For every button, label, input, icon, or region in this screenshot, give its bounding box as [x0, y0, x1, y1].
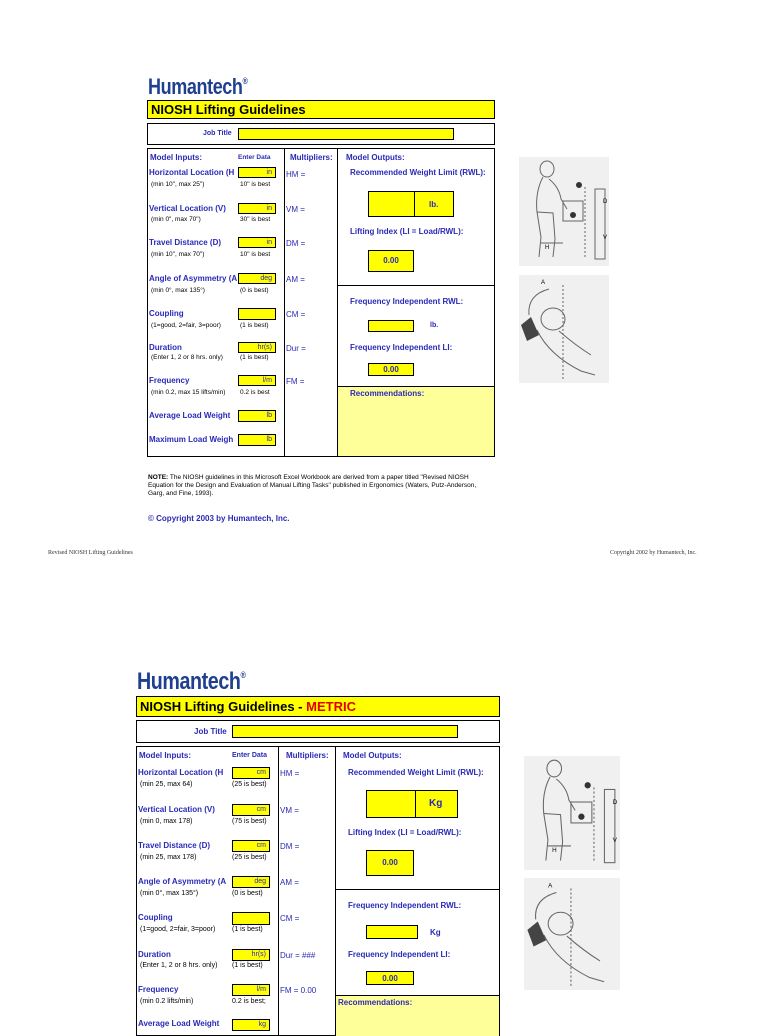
figure-label-a-metric: A	[548, 882, 553, 890]
average-load-input-metric[interactable]: kg	[232, 1019, 270, 1031]
li-label-metric: Lifting Index (LI = Load/RWL):	[348, 828, 462, 837]
fi-rwl-output	[368, 320, 414, 332]
copyright-icon: ©	[148, 514, 154, 523]
rwl-label-metric: Recommended Weight Limit (RWL):	[348, 768, 484, 777]
footer-right: Copyright 2002 by Humantech, Inc.	[610, 550, 697, 556]
multipliers-label-metric: Multipliers:	[286, 751, 329, 760]
rwl-output: lb.	[368, 191, 454, 217]
enter-data-label-metric: Enter Data	[232, 752, 268, 759]
rwl-output-metric: Kg	[366, 790, 458, 818]
humantech-logo-metric: Humantech®	[137, 668, 246, 695]
model-outputs-label-metric: Model Outputs:	[343, 751, 402, 760]
lifting-posture-figure-metric	[524, 756, 620, 870]
horizontal-location-input-metric[interactable]: cm	[232, 767, 270, 779]
fi-rwl-output-metric	[366, 925, 418, 939]
figure-label-a: A	[541, 280, 546, 286]
frequency-input[interactable]: l/m	[238, 375, 276, 386]
model-inputs-label: Model Inputs:	[150, 153, 202, 162]
li-label: Lifting Index (LI = Load/RWL):	[350, 227, 464, 236]
multipliers-label: Multipliers:	[290, 153, 333, 162]
travel-distance-input[interactable]: in	[238, 237, 276, 248]
average-load-input[interactable]: lb	[238, 410, 276, 422]
enter-data-label: Enter Data	[238, 154, 271, 161]
copyright: © Copyright 2003 by Humantech, Inc.	[148, 514, 290, 523]
horizontal-location-input[interactable]: in	[238, 167, 276, 178]
vertical-location-input[interactable]: in	[238, 203, 276, 214]
li-output: 0.00	[368, 250, 414, 272]
asymmetry-angle-input-metric[interactable]: deg	[232, 876, 270, 888]
note-text: NOTE: The NIOSH guidelines in this Microsoft Excel Workbook are derived from a paper titled "Revised NIOSH Equation for the Design and Evaluation of Manual Lifting Tasks" published in Ergonomics (Waters, Putz-Anderson, Garg, and Fine, 1993).	[148, 474, 477, 497]
fi-li-label: Frequency Independent LI:	[350, 343, 453, 352]
asymmetry-angle-figure	[519, 275, 609, 383]
frequency-input-metric[interactable]: l/m	[232, 984, 270, 996]
lifting-posture-figure	[519, 157, 609, 266]
coupling-input-metric[interactable]	[232, 912, 270, 925]
model-inputs-label-metric: Model Inputs:	[139, 751, 191, 760]
job-title-input[interactable]	[238, 128, 454, 140]
li-output-metric: 0.00	[366, 850, 414, 876]
figure-label-h-metric: H	[552, 847, 557, 855]
figure-label-v-metric: V	[612, 836, 617, 844]
recommendations-label: Recommendations:	[350, 389, 425, 398]
rwl-label: Recommended Weight Limit (RWL):	[350, 168, 486, 177]
fi-li-output-metric: 0.00	[366, 971, 414, 985]
fi-li-label-metric: Frequency Independent LI:	[348, 950, 451, 959]
fi-rwl-label-metric: Frequency Independent RWL:	[348, 901, 462, 910]
job-title-label-metric: Job Title	[194, 727, 227, 736]
asymmetry-angle-figure-metric	[524, 878, 620, 990]
fi-li-output: 0.00	[368, 363, 414, 376]
job-title-input-metric[interactable]	[232, 725, 458, 738]
travel-distance-input-metric[interactable]: cm	[232, 840, 270, 852]
model-outputs-label: Model Outputs:	[346, 153, 405, 162]
humantech-logo: Humantech®	[148, 74, 248, 99]
figure-label-d: D	[603, 199, 608, 205]
job-title-label: Job Title	[203, 130, 232, 137]
input-row-average-load-metric: Average Load Weight kg	[0, 0, 768, 1024]
coupling-input[interactable]	[238, 308, 276, 320]
vertical-location-input-metric[interactable]: cm	[232, 804, 270, 816]
figure-label-h: H	[545, 245, 550, 251]
fi-rwl-label: Frequency Independent RWL:	[350, 297, 464, 306]
recommendations-label-metric: Recommendations:	[338, 998, 413, 1007]
sheet-title-metric: NIOSH Lifting Guidelines - METRIC	[136, 696, 500, 717]
duration-input[interactable]: hr(s)	[238, 342, 276, 353]
sheet-title: NIOSH Lifting Guidelines	[147, 100, 495, 119]
figure-label-v: V	[603, 235, 608, 241]
duration-input-metric[interactable]: hr(s)	[232, 949, 270, 961]
asymmetry-angle-input[interactable]: deg	[238, 273, 276, 284]
figure-label-d-metric: D	[612, 799, 618, 807]
footer-left: Revised NIOSH Lifting Guidelines	[48, 550, 133, 556]
maximum-load-input[interactable]: lb	[238, 434, 276, 446]
